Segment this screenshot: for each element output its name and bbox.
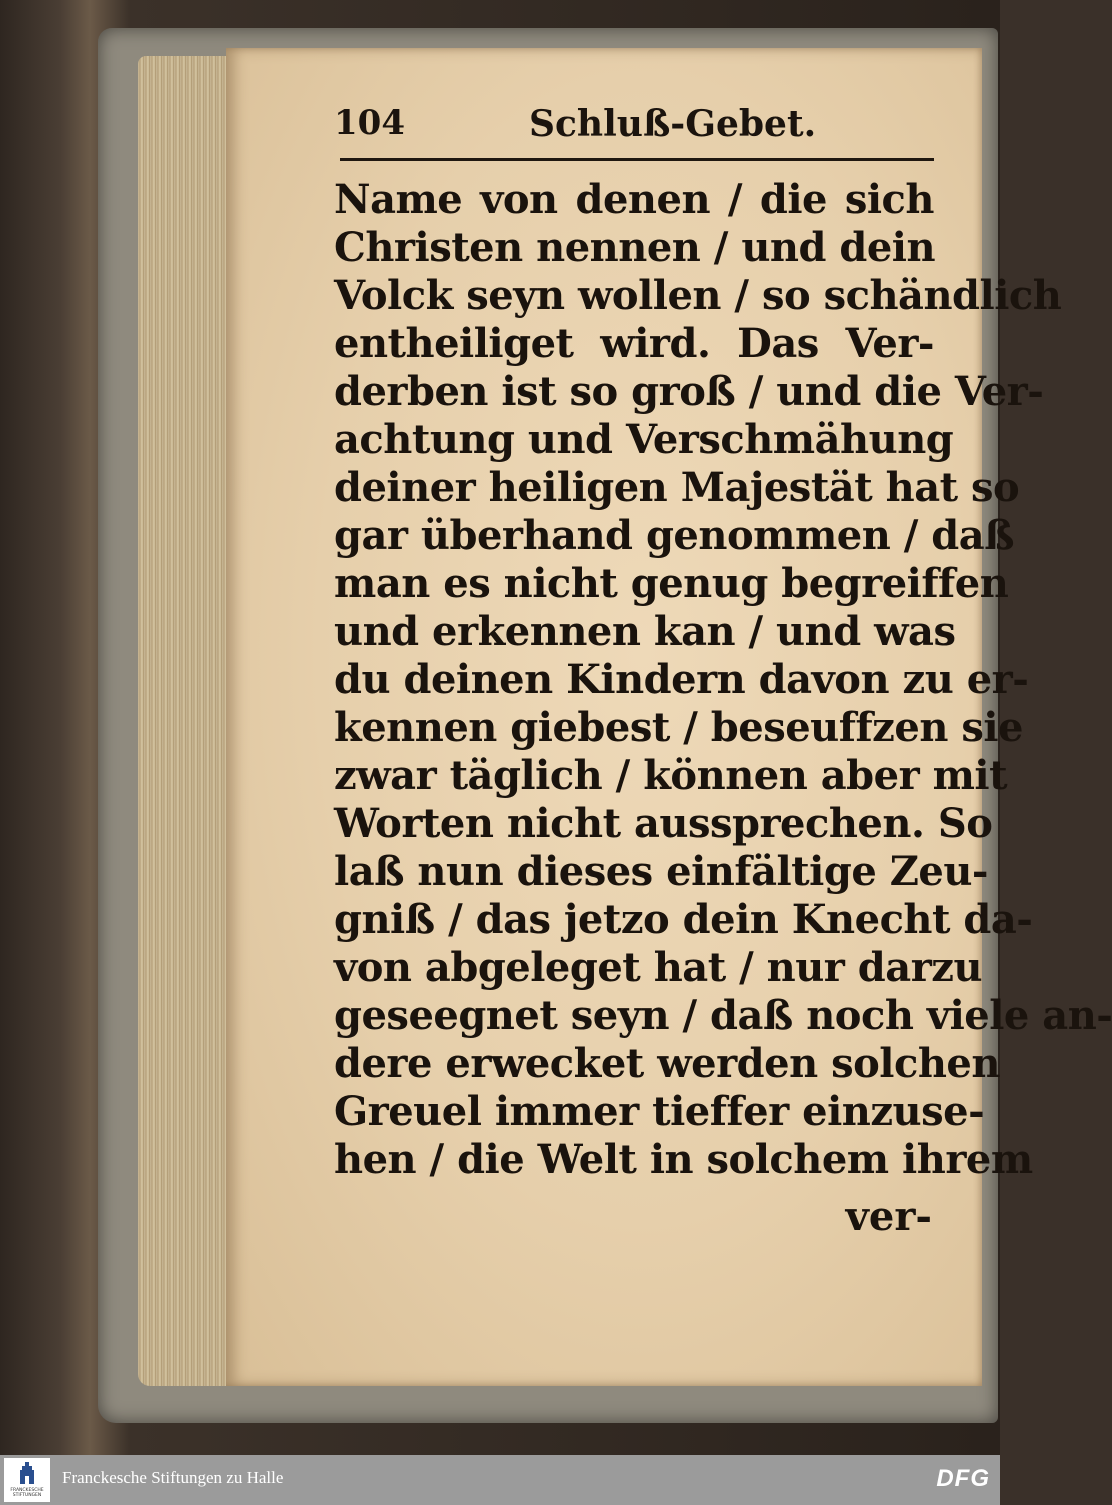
- page-number: 104: [334, 103, 405, 143]
- text-line: derben ist so groß / und die Ver-: [334, 368, 1044, 415]
- text-line: laß nun dieses einfältige Zeu-: [334, 848, 989, 895]
- text-line: kennen giebest / beseuffzen sie: [334, 704, 1023, 751]
- text-line: gniß / das jetzo dein Knecht da-: [334, 896, 1033, 943]
- franckesche-stiftungen-logo-icon: [17, 1462, 37, 1486]
- text-line: geseegnet seyn / daß noch viele an-: [334, 992, 1112, 1039]
- body-text: [334, 176, 1112, 1184]
- text-line: Worten nicht aussprechen. So: [334, 800, 993, 847]
- text-line: deiner heiligen Majestät hat so: [334, 464, 1020, 511]
- text-line: man es nicht genug begreiffen: [334, 560, 1009, 607]
- text-line: zwar täglich / können aber mit: [334, 752, 1008, 799]
- text-line: entheiliget wird. Das Ver-: [334, 320, 934, 367]
- text-line: von abgeleget hat / nur darzu: [334, 944, 983, 991]
- text-line: Greuel immer tieffer einzuse-: [334, 1088, 985, 1135]
- running-head: Schluß-Gebet.: [529, 103, 817, 145]
- text-line: dere erwecket werden solchen: [334, 1040, 1000, 1087]
- text-line: hen / die Welt in solchem ihrem: [334, 1136, 1033, 1183]
- page-header: [334, 103, 932, 153]
- text-line: achtung und Verschmähung: [334, 416, 954, 463]
- text-line: und erkennen kan / und was: [334, 608, 956, 655]
- dfg-logo[interactable]: DFG: [936, 1465, 990, 1492]
- logo-caption: FRANCKESCHE STIFTUNGEN: [10, 1488, 44, 1498]
- header-rule: [340, 158, 934, 161]
- text-line: Christen nennen / und dein: [334, 224, 936, 271]
- institution-logo[interactable]: [4, 1458, 50, 1502]
- footer-bar: [0, 1455, 1000, 1505]
- text-line: gar überhand genommen / daß: [334, 512, 1015, 559]
- text-line: Name von denen / die sich: [334, 176, 934, 223]
- text-line: Volck seyn wollen / so schändlich: [334, 272, 1062, 319]
- catchword: ver-: [845, 1193, 932, 1240]
- institution-name[interactable]: Franckesche Stiftungen zu Halle: [62, 1468, 284, 1487]
- page-edges: [138, 56, 238, 1386]
- text-line: du deinen Kindern davon zu er-: [334, 656, 1029, 703]
- book-page: [226, 48, 1112, 1386]
